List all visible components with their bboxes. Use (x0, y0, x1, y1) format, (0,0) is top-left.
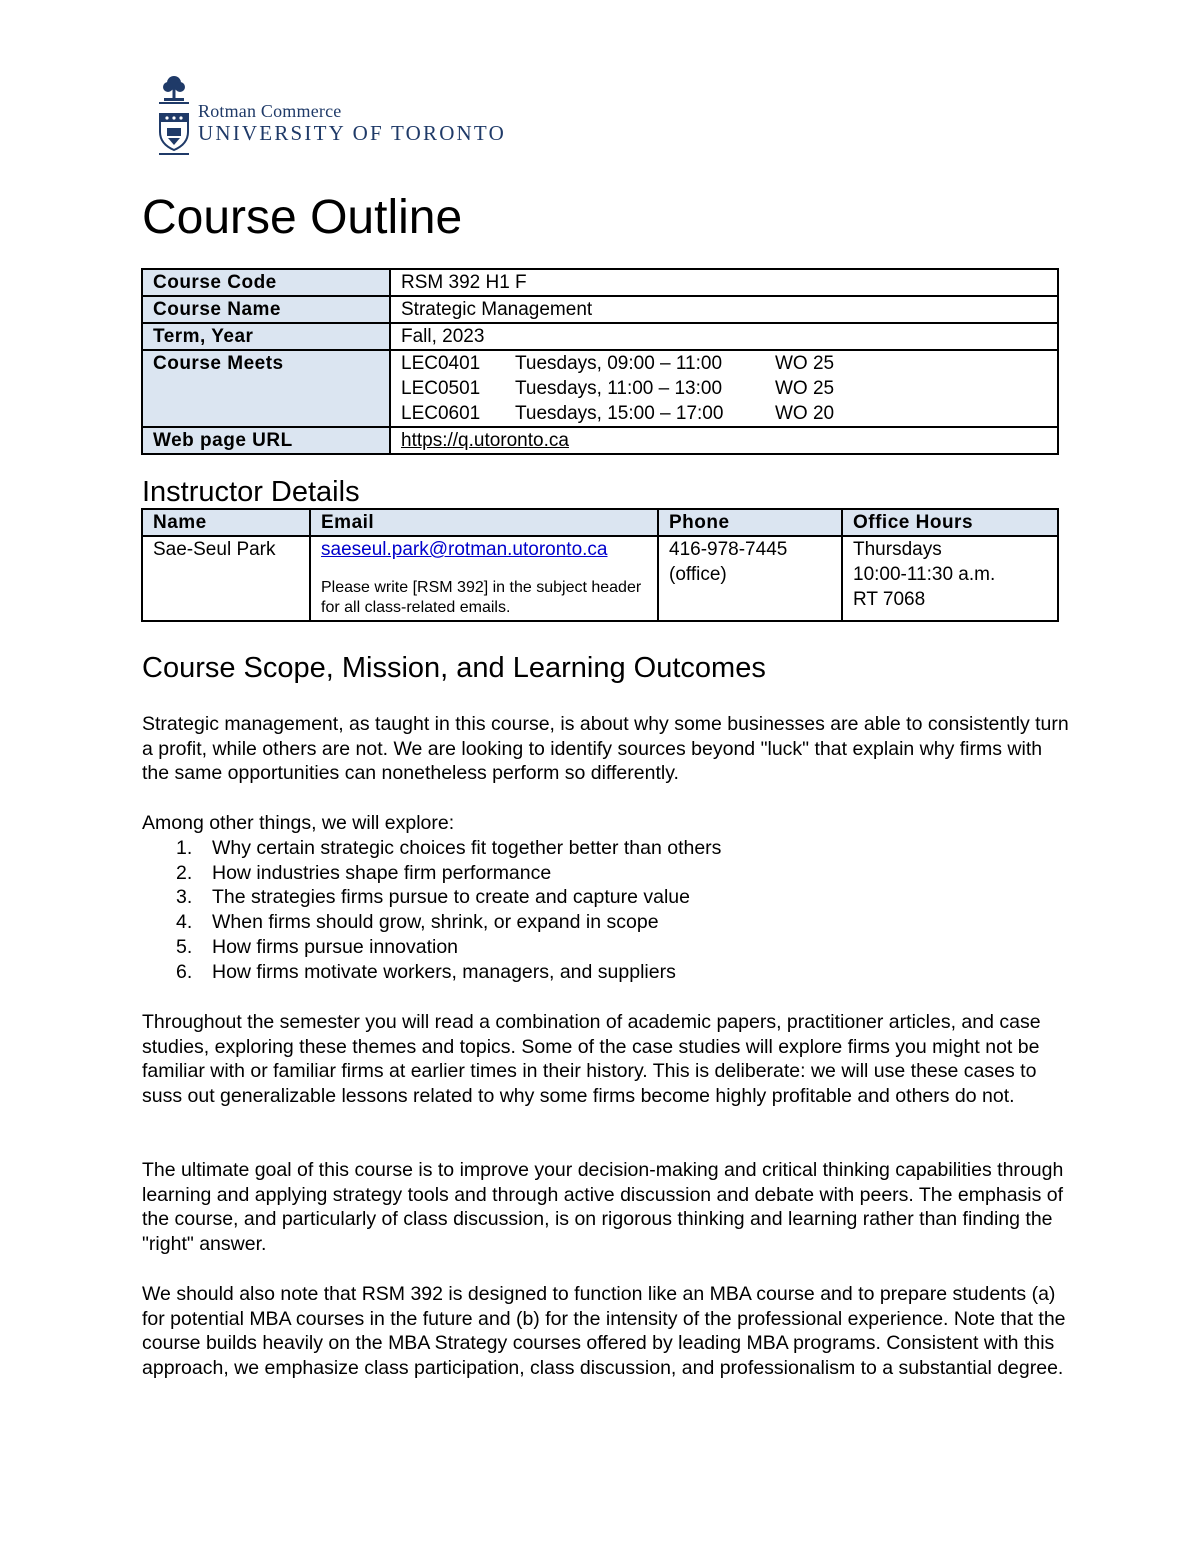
table-row (142, 536, 1058, 621)
table-row (142, 350, 1058, 427)
list-text: Why certain strategic choices fit together better than others (212, 837, 722, 859)
instructor-table (141, 508, 1059, 622)
list-item (142, 960, 721, 985)
course-meets-label: Course Meets (142, 350, 390, 427)
scope-paragraph-2: Throughout the semester you will read a combination of academic papers, practitioner articles, and case studies, exploring these themes and topics. Some of the case studies will explore firms you might not be familiar with or familiar firms at earlier times in their history. This is deliberate: we will use these cases to suss out generalizable lessons related to why some firms become highly profitable and others do not. (142, 1011, 1041, 1108)
list-number: 2. (176, 861, 193, 884)
instructor-email-cell (310, 536, 658, 621)
rotman-commerce-wordmark: Rotman Commerce (198, 101, 342, 121)
office-hours-day: Thursdays (853, 539, 942, 560)
email-note: Please write [RSM 392] in the subject header for all class-related emails. (321, 579, 642, 616)
course-web-link[interactable]: https://q.utoronto.ca (401, 430, 569, 451)
office-hours-time: 10:00-11:30 a.m. (853, 564, 996, 585)
meeting-room: WO 25 (775, 378, 835, 399)
web-url-label: Web page URL (142, 427, 390, 454)
meeting-room: WO 25 (775, 353, 835, 374)
meeting-row (401, 376, 1057, 401)
list-text: The strategies firms pursue to create and capture value (212, 886, 690, 909)
meeting-time: Tuesdays, 09:00 – 11:00 (515, 353, 723, 374)
list-text: How firms pursue innovation (212, 935, 459, 958)
uoft-wordmark: UNIVERSITY OF TORONTO (198, 121, 506, 145)
list-number: 5. (176, 935, 193, 958)
meeting-row (401, 351, 1057, 376)
scope-paragraph-3: The ultimate goal of this course is to improve your decision-making and critical thinking capabilities through learning and applying strategy tools and through active discussion and debate with peers. The emphasis of the course, and particularly of class discussion, is on rigorous thinking and learning rather than finding the "right" answer. (142, 1159, 1064, 1256)
scope-paragraph-4: We should also note that RSM 392 is designed to function like an MBA course and to prepare students (a) for potential MBA courses in the future and (b) for the intensity of the professional experience. Note that the course builds heavily on the MBA Strategy courses offered by leading MBA programs. Consistent with this approach, we emphasize class participation, class discussion, and professionalism to a substantial degree. (142, 1283, 1066, 1380)
meeting-room: WO 20 (775, 403, 835, 424)
office-hours-cell (842, 536, 1058, 621)
header-email: Email (310, 509, 658, 536)
list-item (142, 935, 721, 960)
meeting-row (401, 401, 1057, 426)
meeting-section: LEC0401 (401, 353, 481, 374)
header-office-hours: Office Hours (842, 509, 1058, 536)
list-number: 6. (176, 960, 193, 983)
instructor-phone: 416-978-7445 (669, 539, 788, 560)
list-item (142, 885, 721, 910)
meeting-time: Tuesdays, 11:00 – 13:00 (515, 378, 723, 399)
page-title: Course Outline (142, 191, 463, 244)
meeting-time: Tuesdays, 15:00 – 17:00 (515, 403, 724, 424)
course-code-value: RSM 392 H1 F (390, 269, 1058, 296)
header-name: Name (142, 509, 310, 536)
office-hours-room: RT 7068 (853, 589, 926, 610)
list-item (142, 861, 721, 886)
list-item (142, 836, 721, 861)
table-row (142, 323, 1058, 350)
instructor-details-heading: Instructor Details (142, 476, 360, 508)
meeting-section: LEC0501 (401, 378, 481, 399)
scope-paragraph-1: Strategic management, as taught in this course, is about why some businesses are able to consistently turn a profit, while others are not. We are looking to identify sources beyond "luck" that explain why firms with the same opportunities can nonetheless perform so differently. (142, 713, 1069, 785)
rotman-uoft-logo (156, 74, 516, 158)
course-name-label: Course Name (142, 296, 390, 323)
list-number: 4. (176, 911, 193, 934)
instructor-phone-cell (658, 536, 842, 621)
web-url-cell (390, 427, 1058, 454)
list-text: How firms motivate workers, managers, and suppliers (212, 960, 676, 983)
meeting-section: LEC0601 (401, 403, 481, 424)
table-header-row (142, 509, 1058, 536)
table-row (142, 296, 1058, 323)
list-number: 1. (176, 837, 193, 859)
course-meets-value (390, 350, 1058, 427)
term-year-value: Fall, 2023 (390, 323, 1058, 350)
instructor-email-link[interactable]: saeseul.park@rotman.utoronto.ca (321, 539, 608, 560)
instructor-phone-note: (office) (669, 564, 727, 585)
table-row (142, 427, 1058, 454)
university-crest-icon (156, 74, 192, 156)
course-code-label: Course Code (142, 269, 390, 296)
list-text: When firms should grow, shrink, or expand in scope (212, 911, 659, 934)
table-row (142, 269, 1058, 296)
course-scope-heading: Course Scope, Mission, and Learning Outcomes (142, 652, 766, 684)
list-item (142, 910, 721, 935)
explore-intro: Among other things, we will explore: (142, 812, 455, 834)
instructor-name: Sae-Seul Park (142, 536, 310, 621)
header-phone: Phone (658, 509, 842, 536)
term-year-label: Term, Year (142, 323, 390, 350)
explore-list (142, 836, 721, 984)
list-number: 3. (176, 886, 193, 909)
list-text: How industries shape firm performance (212, 861, 552, 884)
course-name-value: Strategic Management (390, 296, 1058, 323)
course-info-table (141, 268, 1059, 455)
